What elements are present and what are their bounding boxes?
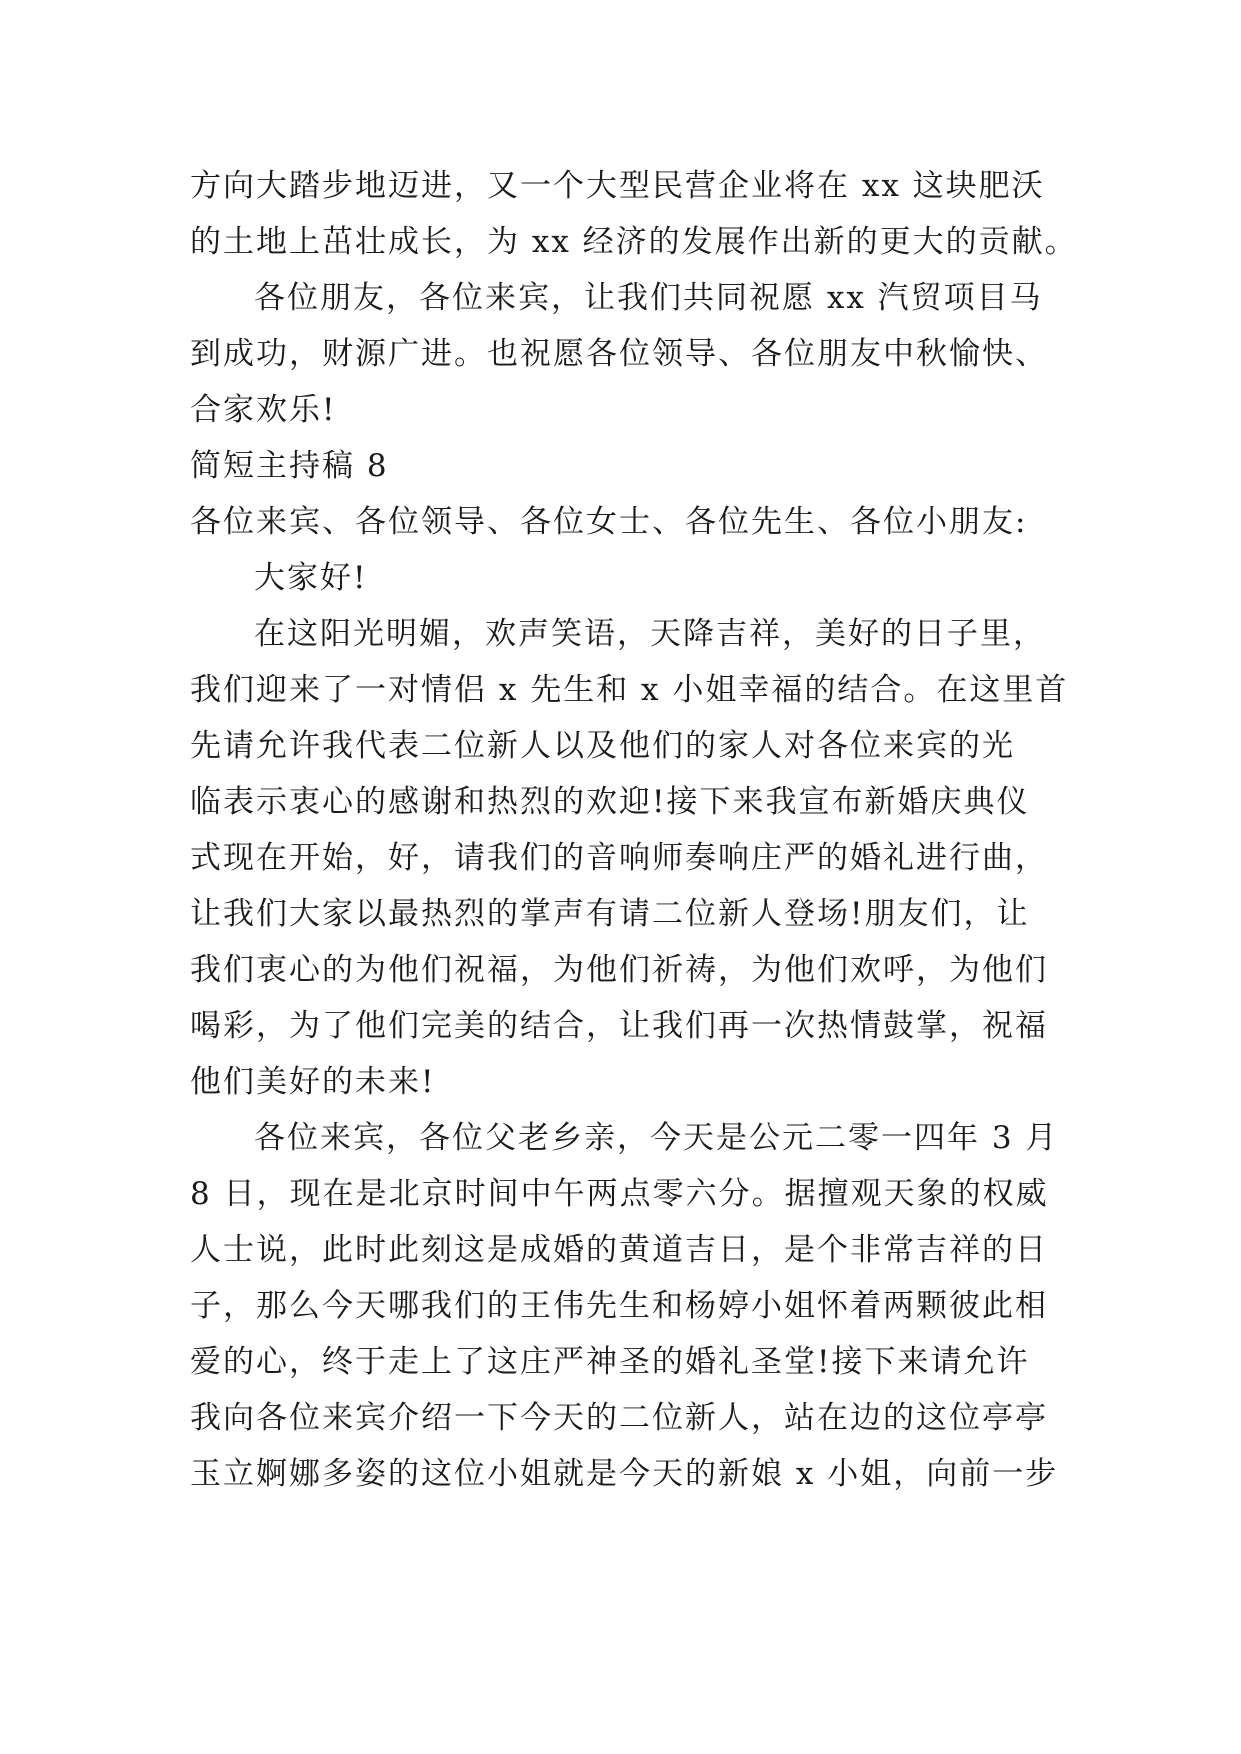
text-line: 喝彩，为了他们完美的结合，让我们再一次热情鼓掌，祝福 (190, 1008, 1048, 1044)
text-line: 各位来宾，各位父老乡亲，今天是公元二零一四年 3 月 (254, 1120, 1059, 1156)
text-line: 在这阳光明媚，欢声笑语，天降吉祥，美好的日子里， (254, 616, 1046, 652)
text-line: 我向各位来宾介绍一下今天的二位新人，站在边的这位亭亭 (190, 1400, 1048, 1436)
text-line: 先请允许我代表二位新人以及他们的家人对各位来宾的光 (190, 728, 1015, 764)
text-line: 我们衷心的为他们祝福，为他们祈祷，为他们欢呼，为他们 (190, 952, 1048, 988)
text-line: 让我们大家以最热烈的掌声有请二位新人登场!朋友们，让 (190, 896, 1030, 932)
text-line: 到成功，财源广进。也祝愿各位领导、各位朋友中秋愉快、 (190, 336, 1048, 372)
text-line: 合家欢乐! (190, 392, 337, 428)
document-body (190, 158, 1078, 1502)
text-line: 临表示衷心的感谢和热烈的欢迎!接下来我宣布新婚庆典仪 (190, 784, 1030, 820)
text-line: 8 日，现在是北京时间中午两点零六分。据擅观天象的权威 (190, 1176, 1049, 1212)
text-line: 玉立婀娜多姿的这位小姐就是今天的新娘 x 小姐，向前一步 (190, 1456, 1059, 1492)
text-line: 的土地上茁壮成长，为 xx 经济的发展作出新的更大的贡献。 (190, 224, 1078, 260)
text-line: 人士说，此时此刻这是成婚的黄道吉日，是个非常吉祥的日 (190, 1232, 1048, 1268)
text-line: 式现在开始，好，请我们的音响师奏响庄严的婚礼进行曲， (190, 840, 1048, 876)
text-line: 各位朋友，各位来宾，让我们共同祝愿 xx 汽贸项目马 (254, 280, 1043, 316)
text-line: 子，那么今天哪我们的王伟先生和杨婷小姐怀着两颗彼此相 (190, 1288, 1048, 1324)
text-line: 爱的心，终于走上了这庄严神圣的婚礼圣堂!接下来请允许 (190, 1344, 1030, 1380)
salutation-line: 各位来宾、各位领导、各位女士、各位先生、各位小朋友: (190, 504, 1028, 540)
text-line: 我们迎来了一对情侣 x 先生和 x 小姐幸福的结合。在这里首 (190, 672, 1069, 708)
text-line: 方向大踏步地迈进，又一个大型民营企业将在 xx 这块肥沃 (190, 168, 1045, 204)
text-line: 他们美好的未来! (190, 1064, 436, 1100)
section-heading: 简短主持稿 8 (190, 448, 389, 484)
greeting-line: 大家好! (254, 560, 368, 596)
